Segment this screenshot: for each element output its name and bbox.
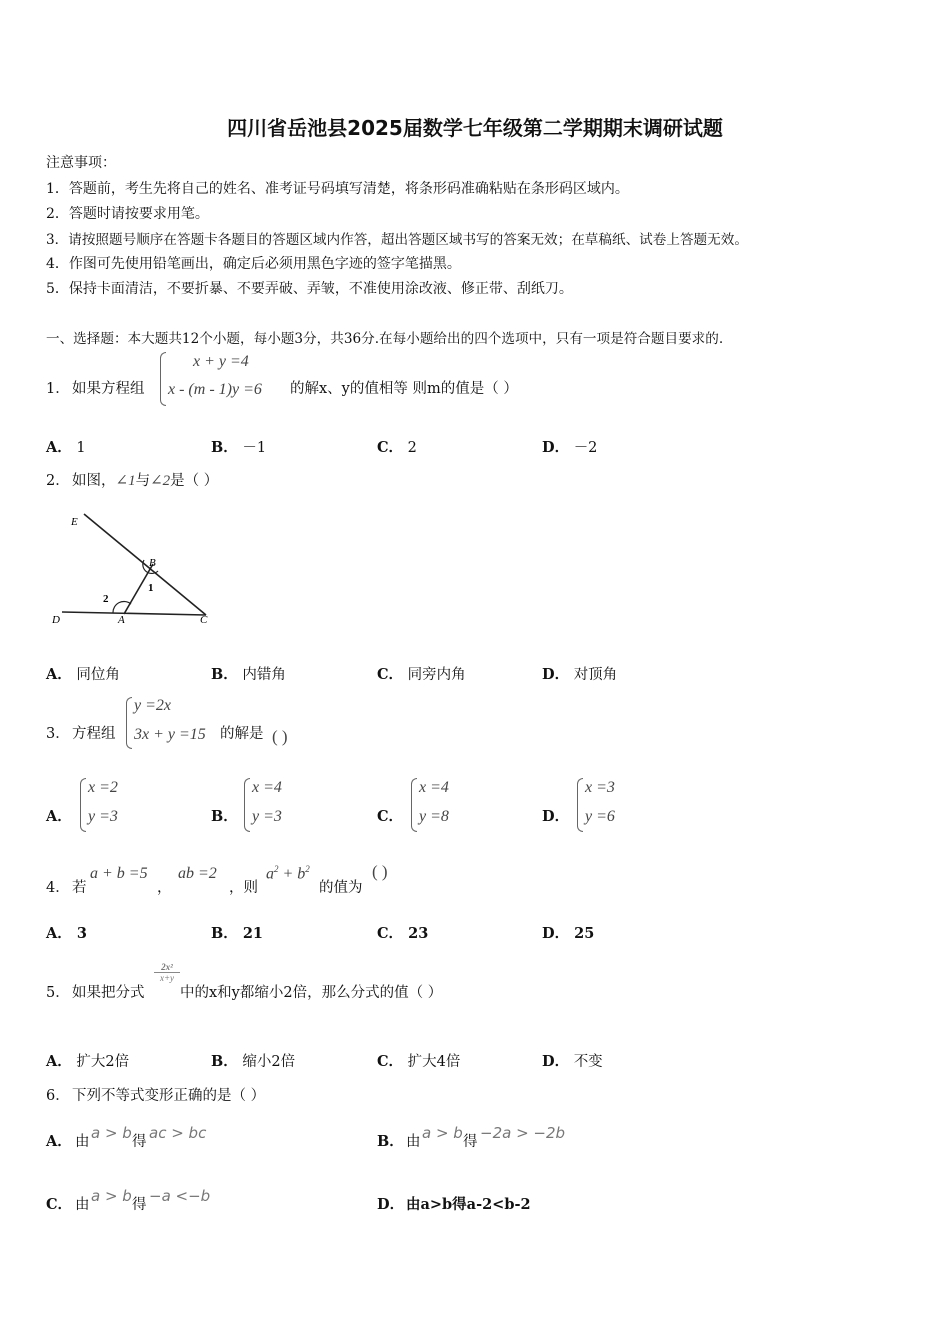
q1-option-d: D． －2 xyxy=(542,439,598,456)
q4-option-a: A． 3 xyxy=(46,925,87,942)
q6-option-c-mid: 得 xyxy=(132,1197,147,1213)
q1-equation-2: x - (m - 1)y =6 xyxy=(168,381,262,398)
q6-option-a: A． xyxy=(46,1133,72,1150)
q4-expression: $a^2 + b^2$ xyxy=(266,864,310,883)
q5-fraction-numerator: 2x² xyxy=(161,962,173,972)
label-b: B xyxy=(149,557,156,569)
q2-option-c: C． 同旁内角 xyxy=(377,666,466,683)
q6-option-b: B． xyxy=(377,1133,404,1150)
q3-option-c-line2: y =8 xyxy=(419,808,449,825)
q1-system-brace xyxy=(160,352,166,406)
q3-prefix: 方程组 xyxy=(72,726,116,742)
label-e: E xyxy=(71,516,78,528)
q6-option-b-condition: a > b xyxy=(422,1124,463,1142)
q3-option-c-brace xyxy=(411,778,417,832)
q6-option-c-pre: 由 xyxy=(75,1197,90,1213)
q3-option-c: C． xyxy=(377,808,404,825)
q1-number: 1． xyxy=(46,381,70,397)
q6-option-b-pre: 由 xyxy=(406,1134,421,1150)
q6-number: 6． xyxy=(46,1088,70,1104)
label-a: A xyxy=(118,614,125,626)
q6-text: 下列不等式变形正确的是（ ） xyxy=(72,1088,266,1104)
q6-option-b-mid: 得 xyxy=(463,1134,478,1150)
q1-option-c: C． 2 xyxy=(377,439,417,456)
q5-suffix: 中的x和y都缩小2倍，那么分式的值（ ） xyxy=(180,985,443,1001)
q1-prefix: 如果方程组 xyxy=(72,381,145,397)
q5-option-b: B． 缩小2倍 xyxy=(211,1053,296,1070)
q6-option-d-letter: D． xyxy=(377,1196,405,1213)
q6-option-d: 由a>b得a-2<b-2 xyxy=(406,1196,531,1213)
q4-option-b: B． 21 xyxy=(211,925,264,942)
q6-option-c-result: −a <−b xyxy=(149,1187,211,1205)
q3-option-a-brace xyxy=(80,778,86,832)
q3-option-d: D． xyxy=(542,808,570,825)
q6-option-a-pre: 由 xyxy=(75,1134,90,1150)
label-c: C xyxy=(200,614,208,626)
q6-option-b-result: −2a > −2b xyxy=(480,1124,566,1142)
q3-option-c-line1: x =4 xyxy=(419,779,449,796)
q2-number: 2． xyxy=(46,473,70,489)
q1-option-a: A． 1 xyxy=(46,439,86,456)
q4-option-d: D． 25 xyxy=(542,925,595,942)
q4-prefix: 若 xyxy=(72,880,87,896)
q3-equation-2: 3x + y =15 xyxy=(134,726,206,743)
q4-number: 4． xyxy=(46,880,70,896)
label-d: D xyxy=(52,614,60,626)
q3-answer-paren: ( ) xyxy=(272,727,288,746)
q6-option-a-condition: a > b xyxy=(91,1124,132,1142)
q3-option-b-line1: x =4 xyxy=(252,779,282,796)
label-angle-2: 2 xyxy=(103,593,109,605)
section-heading: 一、选择题：本大题共12个小题，每小题3分，共36分.在每小题给出的四个选项中，只有一项是符合题目要求的. xyxy=(46,331,724,347)
q5-option-d: D． 不变 xyxy=(542,1053,603,1070)
q3-option-d-brace xyxy=(577,778,583,832)
q2-option-a: A． 同位角 xyxy=(46,666,120,683)
note-item: 5．保持卡面清洁，不要折暴、不要弄破、弄皱，不准使用涂改液、修正带、刮纸刀。 xyxy=(46,281,573,297)
q5-number: 5． xyxy=(46,985,70,1001)
q4-comma: ， xyxy=(157,880,172,896)
q6-option-c-condition: a > b xyxy=(91,1187,132,1205)
q4-answer-paren: ( ) xyxy=(372,862,388,881)
q5-fraction xyxy=(154,962,180,984)
q2-option-d: D． 对顶角 xyxy=(542,666,618,683)
q3-number: 3． xyxy=(46,726,70,742)
q4-suffix: 的值为 xyxy=(319,880,363,896)
q5-option-a: A． 扩大2倍 xyxy=(46,1053,130,1070)
notes-heading: 注意事项： xyxy=(46,155,116,171)
q3-option-b-brace xyxy=(244,778,250,832)
q2-angle-figure xyxy=(40,505,230,635)
label-angle-1: 1 xyxy=(148,582,154,594)
q3-option-b-line2: y =3 xyxy=(252,808,282,825)
q6-option-a-result: ac > bc xyxy=(149,1124,207,1142)
q5-prefix: 如果把分式 xyxy=(72,985,145,1001)
q3-option-d-line1: x =3 xyxy=(585,779,615,796)
note-item: 1．答题前，考生先将自己的姓名、准考证号码填写清楚，将条形码准确粘贴在条形码区域内。 xyxy=(46,181,629,197)
page-title: 四川省岳池县2025届数学七年级第二学期期末调研试题 xyxy=(227,116,723,140)
q4-condition-2: ab =2 xyxy=(178,865,217,882)
q3-system-brace xyxy=(126,697,132,749)
q3-option-b: B． xyxy=(211,808,238,825)
q3-option-d-line2: y =6 xyxy=(585,808,615,825)
note-item: 4．作图可先使用铅笔画出，确定后必须用黑色字迹的签字笔描黑。 xyxy=(46,256,461,272)
q3-option-a: A． xyxy=(46,808,72,825)
q6-option-c: C． xyxy=(46,1196,73,1213)
q2-text: 如图，∠1与∠2是（ ） xyxy=(72,473,219,489)
q4-then: ，则 xyxy=(229,880,258,896)
note-item: 3．请按照题号顺序在答题卡各题目的答题区域内作答，超出答题区域书写的答案无效；在草稿纸、试卷上答题无效。 xyxy=(46,232,748,248)
q2-option-b: B． 内错角 xyxy=(211,666,286,683)
q5-option-c: C． 扩大4倍 xyxy=(377,1053,461,1070)
q3-suffix: 的解是 xyxy=(220,726,264,742)
q4-option-c: C． 23 xyxy=(377,925,429,942)
note-item: 2．答题时请按要求用笔。 xyxy=(46,206,209,222)
q1-suffix: 的解x、y的值相等 则m的值是（ ） xyxy=(290,381,518,397)
q4-condition-1: a + b =5 xyxy=(90,865,148,882)
q3-option-a-line1: x =2 xyxy=(88,779,118,796)
q3-option-a-line2: y =3 xyxy=(88,808,118,825)
q1-option-b: B． －1 xyxy=(211,439,267,456)
q3-equation-1: y =2x xyxy=(134,697,171,714)
q1-equation-1: x + y =4 xyxy=(193,353,249,370)
q6-option-a-mid: 得 xyxy=(132,1134,147,1150)
q5-fraction-denominator: x+y xyxy=(154,972,180,984)
